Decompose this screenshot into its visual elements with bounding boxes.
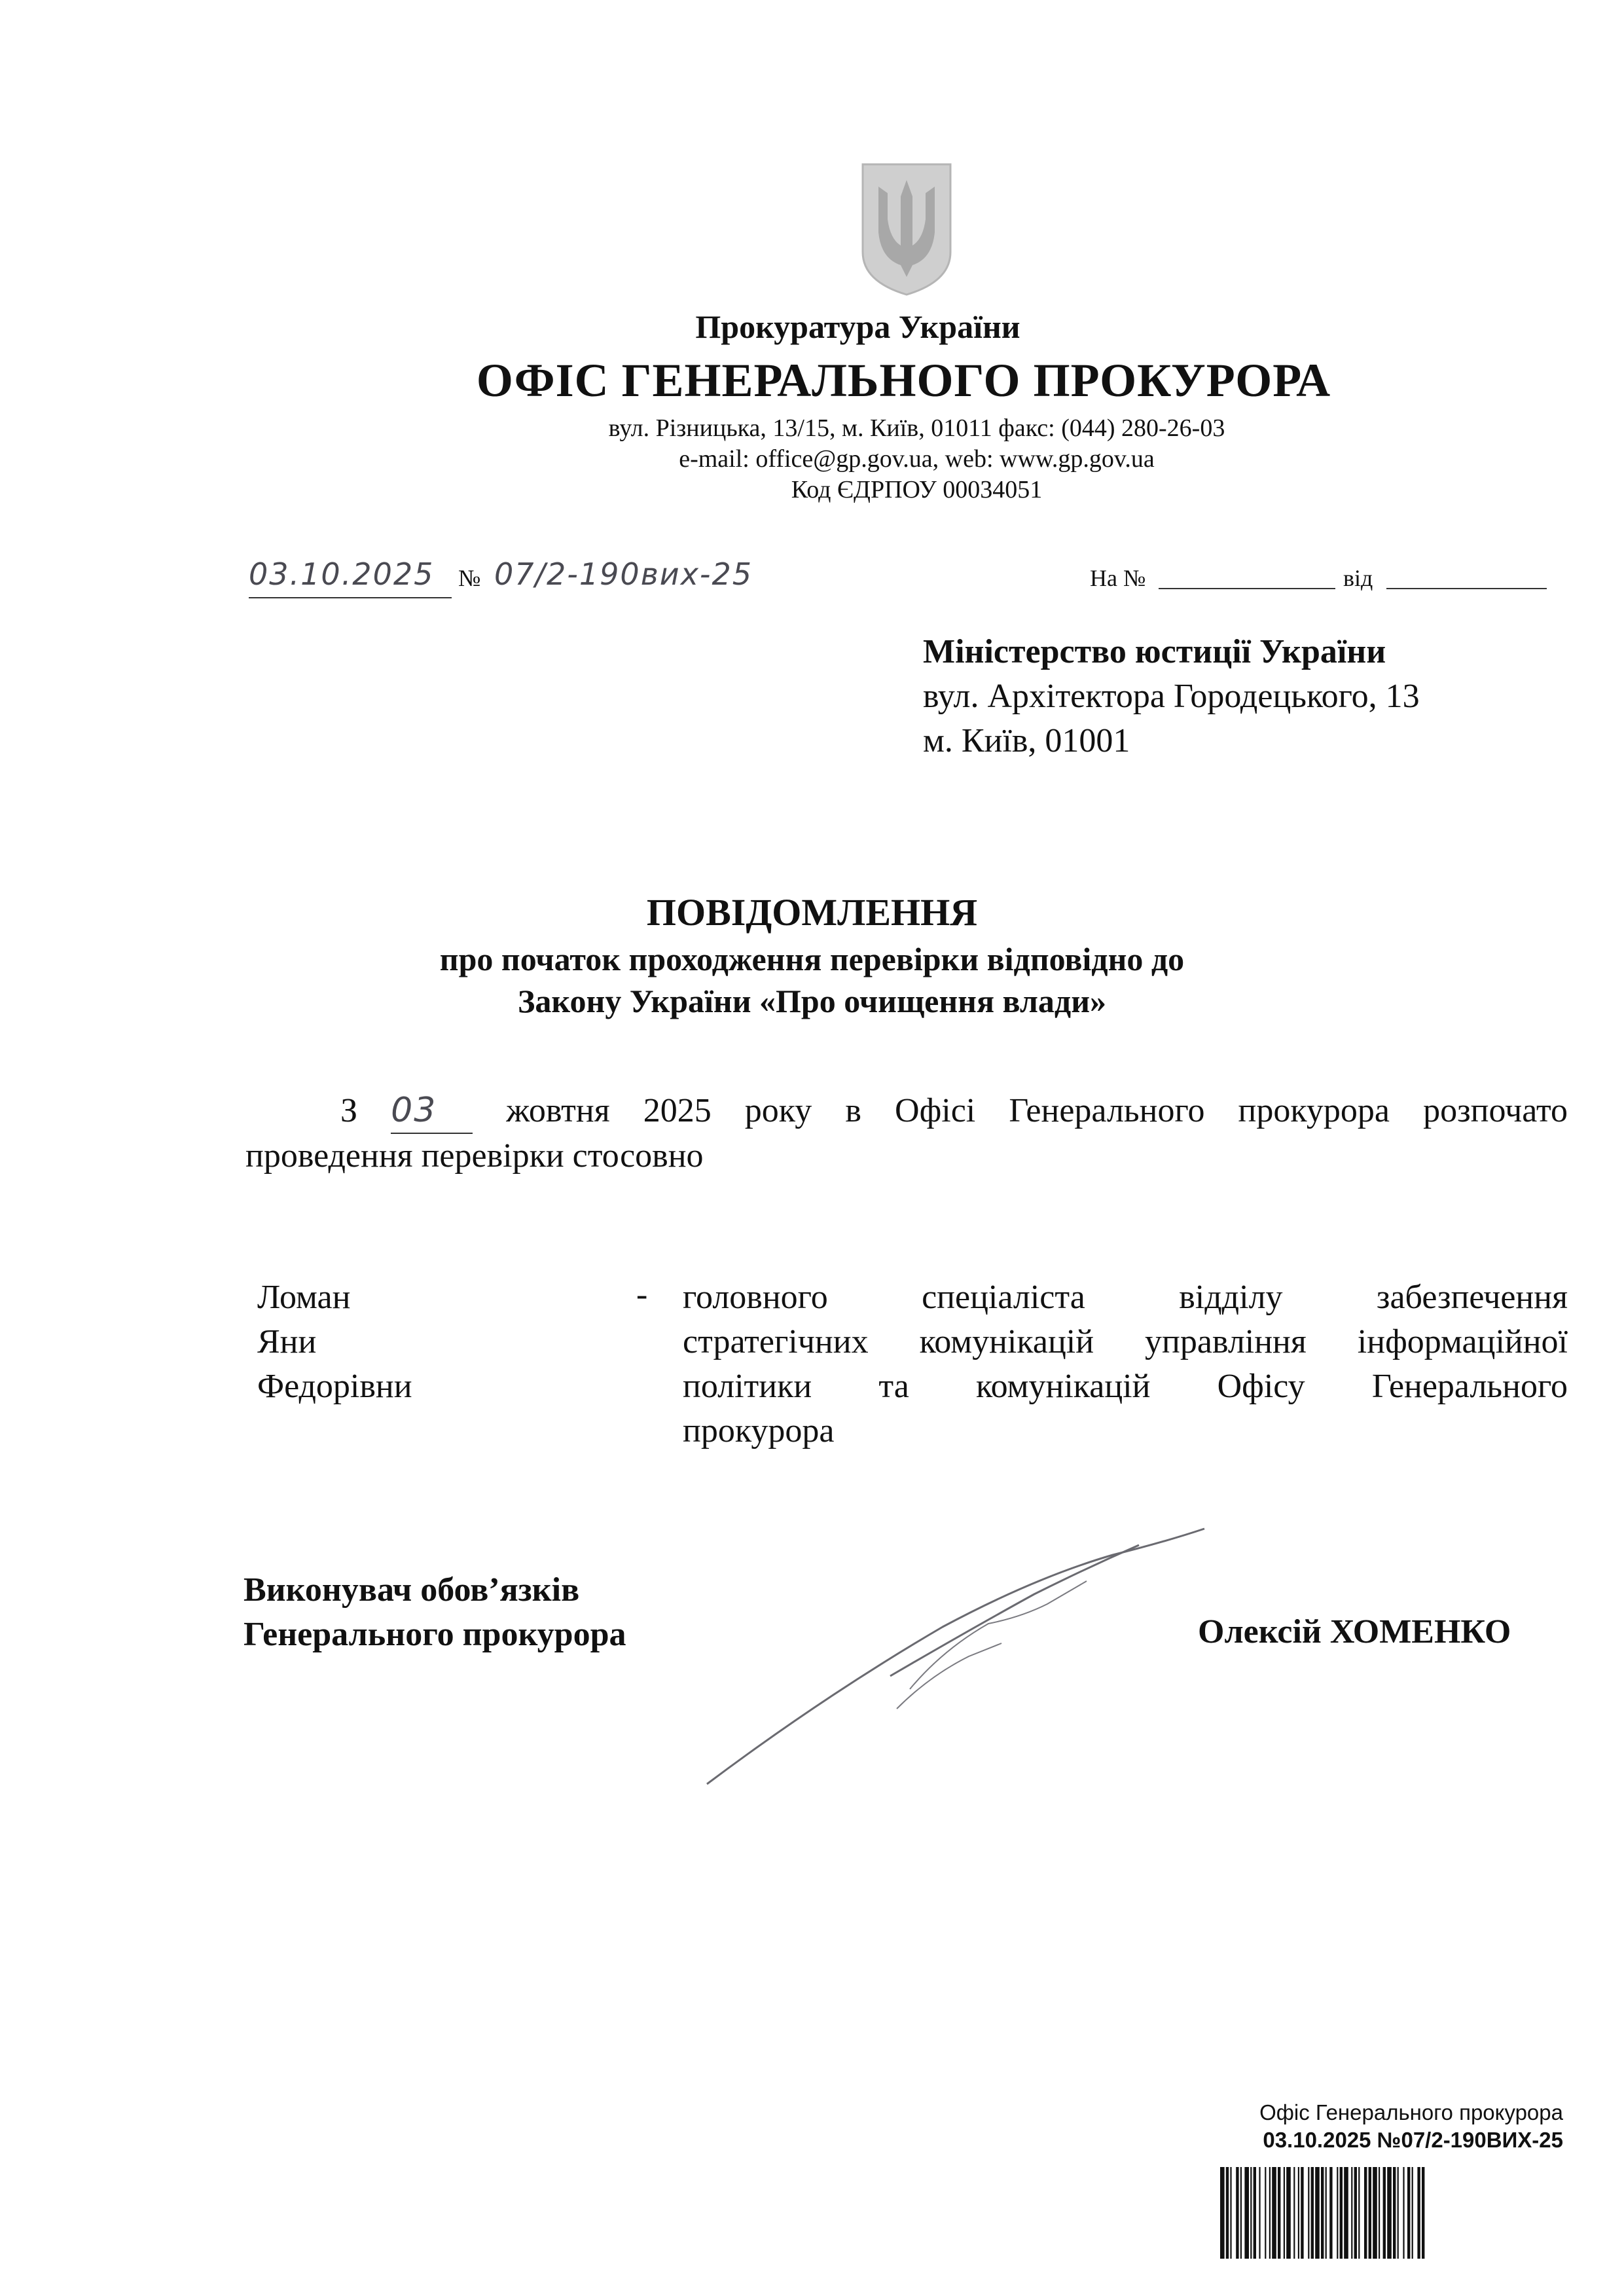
barcode-bar xyxy=(1265,2167,1266,2259)
barcode-bar xyxy=(1315,2167,1320,2259)
stamp-registration: 03.10.2025 №07/2-190ВИХ-25 xyxy=(1263,2128,1563,2152)
barcode-bar xyxy=(1269,2167,1271,2259)
barcode-bar xyxy=(1272,2167,1276,2259)
person-given-name: Яни xyxy=(257,1323,317,1360)
barcode-bar xyxy=(1398,2167,1399,2259)
body-paragraph xyxy=(245,1088,1568,1178)
signatory-role-line1: Виконувач обов’язків xyxy=(244,1571,580,1609)
notice-subtitle-line1: про початок проходження перевірки відповідно до xyxy=(439,941,1185,977)
recipient-street: вул. Архітектора Городецького, 13 xyxy=(923,678,1420,715)
barcode-bar xyxy=(1340,2167,1343,2259)
recipient-name: Міністерство юстиції України xyxy=(923,633,1386,670)
barcode-bar xyxy=(1337,2167,1338,2259)
barcode-bar xyxy=(1298,2167,1299,2259)
barcode-bar xyxy=(1364,2167,1367,2259)
barcode-bar xyxy=(1326,2167,1327,2259)
barcode-bar xyxy=(1321,2167,1324,2259)
position-line: політики та комунікацій Офісу Генерального xyxy=(683,1368,1568,1405)
reply-to-label: На № xyxy=(1090,565,1146,591)
from-label: від xyxy=(1343,565,1373,591)
barcode-bar xyxy=(1230,2167,1231,2259)
signatory-role-line2: Генерального прокурора xyxy=(244,1616,626,1653)
position-line: прокурора xyxy=(683,1412,835,1449)
recipient-city: м. Київ, 01001 xyxy=(923,722,1130,759)
person-patronymic: Федорівни xyxy=(257,1368,412,1405)
notice-heading: ПОВІДОМЛЕННЯ xyxy=(646,891,978,934)
body-line2-text: проведення перевірки стосовно xyxy=(245,1137,704,1175)
barcode-bar xyxy=(1369,2167,1371,2259)
registration-number-handwritten: 07/2-190вих-25 xyxy=(494,556,753,592)
barcode-bar xyxy=(1329,2167,1332,2259)
person-full-name xyxy=(257,1275,412,1409)
registration-number-sign: № xyxy=(458,565,481,591)
barcode-bar xyxy=(1373,2167,1377,2259)
barcode-bar xyxy=(1387,2167,1392,2259)
contact-line: e-mail: office@gp.gov.ua, web: www.gp.gov.ua xyxy=(679,445,1155,473)
coat-of-arms-emblem xyxy=(857,160,956,298)
barcode-bar xyxy=(1236,2167,1238,2259)
barcode-bar xyxy=(1311,2167,1314,2259)
stamp-org: Офіс Генерального прокурора xyxy=(1259,2100,1563,2124)
barcode-bar xyxy=(1383,2167,1386,2259)
barcode-image xyxy=(1219,2167,1559,2259)
body-day-handwritten: 03 xyxy=(391,1088,473,1134)
signatory-name: Олексій ХОМЕНКО xyxy=(1198,1613,1511,1650)
registration-date-handwritten: 03.10.2025 xyxy=(249,556,435,592)
recipient-block xyxy=(923,630,1420,763)
barcode-bar xyxy=(1244,2167,1249,2259)
barcode-bar xyxy=(1403,2167,1404,2259)
barcode-bar xyxy=(1354,2167,1357,2259)
barcode-bar xyxy=(1308,2167,1309,2259)
barcode-bar xyxy=(1220,2167,1225,2259)
reply-to-blank-line xyxy=(1159,588,1335,589)
barcode-bar xyxy=(1259,2167,1260,2259)
signatory-role xyxy=(244,1568,626,1657)
body-prefix: З xyxy=(340,1092,358,1129)
barcode-bar xyxy=(1351,2167,1352,2259)
barcode-bar xyxy=(1407,2167,1410,2259)
barcode-bar xyxy=(1278,2167,1280,2259)
position-line: головного спеціаліста відділу забезпечення xyxy=(683,1279,1568,1316)
org-parent-title: Прокуратура України xyxy=(695,308,1020,345)
barcode-bar xyxy=(1417,2167,1420,2259)
barcode-bar xyxy=(1412,2167,1413,2259)
org-name-title: ОФІС ГЕНЕРАЛЬНОГО ПРОКУРОРА xyxy=(476,354,1331,407)
person-surname: Ломан xyxy=(257,1279,351,1316)
barcode-bar xyxy=(1286,2167,1291,2259)
person-dash: - xyxy=(636,1276,648,1313)
position-line: стратегічних комунікацій управління інформаційної xyxy=(683,1323,1568,1360)
barcode-bar xyxy=(1301,2167,1303,2259)
from-blank-line xyxy=(1386,588,1547,589)
person-position xyxy=(683,1275,1568,1453)
barcode-bar xyxy=(1284,2167,1285,2259)
body-line1-text: жовтня 2025 року в Офісі Генерального прокурора розпочато xyxy=(506,1092,1568,1129)
barcode-bar xyxy=(1293,2167,1295,2259)
barcode-bar xyxy=(1393,2167,1396,2259)
barcode-bar xyxy=(1240,2167,1242,2259)
registration-number-field xyxy=(494,556,815,597)
barcode-bar xyxy=(1358,2167,1360,2259)
barcode-bar xyxy=(1250,2167,1252,2259)
code-line: Код ЄДРПОУ 00034051 xyxy=(791,476,1043,503)
barcode-bar xyxy=(1254,2167,1256,2259)
barcode-bar xyxy=(1226,2167,1229,2259)
barcode-bar xyxy=(1344,2167,1348,2259)
notice-subtitle-line2: Закону України «Про очищення влади» xyxy=(517,983,1107,1019)
handwritten-signature xyxy=(694,1519,1283,1800)
barcode-bar xyxy=(1379,2167,1380,2259)
registration-date-field xyxy=(249,556,452,598)
address-line: вул. Різницька, 13/15, м. Київ, 01011 факс: (044) 280-26-03 xyxy=(608,414,1225,442)
barcode-bar xyxy=(1422,2167,1424,2259)
